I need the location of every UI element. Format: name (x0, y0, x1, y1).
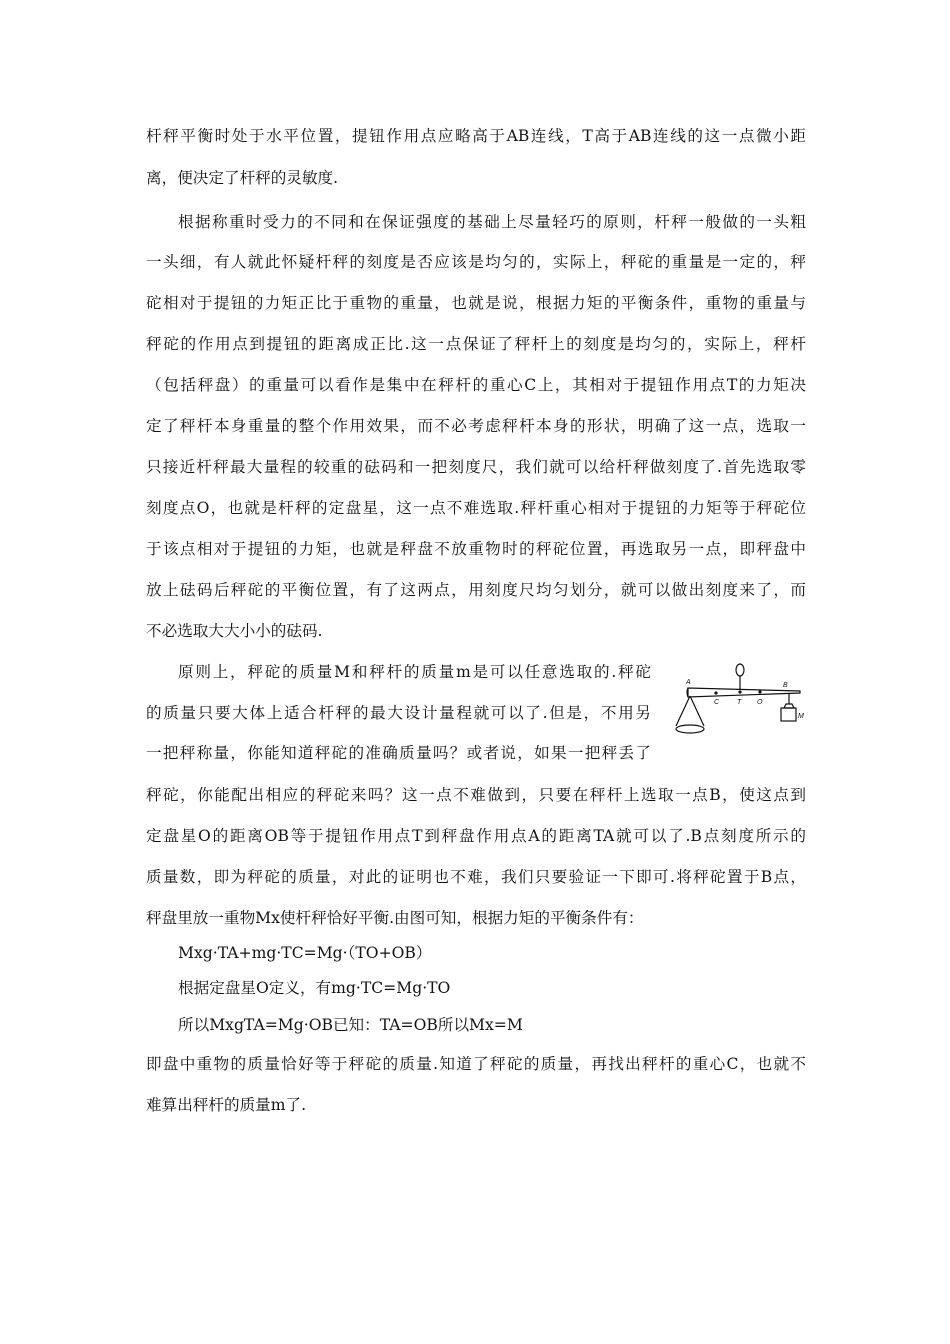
text-line: 的质量只要大体上适合杆秤的最大设计量程就可以了.但是，不用另 (146, 704, 651, 722)
steelyard-diagram (668, 658, 808, 748)
text-line: 放上砝码后秤砣的平衡位置，有了这两点，用刻度尺均匀划分，就可以做出刻度来了，而 (146, 581, 806, 599)
formula-line: Mxg·TA+mg·TC=Mg·（TO+OB） (178, 944, 432, 962)
text-line: 于该点相对于提钮的力矩，也就是秤盘不放重物时的秤砣位置，再选取另一点，即秤盘中 (146, 540, 806, 558)
label-m: M (798, 713, 804, 720)
text-line: 一头细，有人就此怀疑杆秤的刻度是否应该是均匀的，实际上，秤砣的重量是一定的，秤 (146, 253, 806, 271)
point-o (758, 690, 761, 693)
pan-string-right (690, 696, 704, 726)
text-line: 质量数，即为秤砣的质量，对此的证明也不难，我们只要验证一下即可.将秤砣置于B点， (146, 868, 806, 886)
text-line: 只接近杆秤最大量程的较重的砝码和一把刻度尺，我们就可以给杆秤做刻度了.首先选取零 (146, 458, 806, 476)
label-t: T (737, 699, 742, 706)
text-line: 不必选取大大小小的砝码. (146, 622, 323, 640)
text-line: 定盘星O的距离OB等于提钮作用点T到秤盘作用点A的距离TA就可以了.B点刻度所示的 (146, 827, 806, 845)
steelyard-beam (688, 688, 800, 697)
text-line: （包括秤盘）的重量可以看作是集中在秤杆的重心C上，其相对于提钮作用点T的力矩决 (146, 376, 806, 394)
label-b: B (783, 682, 788, 689)
text-line: 即盘中重物的质量恰好等于秤砣的质量.知道了秤砣的质量，再找出秤杆的重心C，也就不 (146, 1055, 806, 1073)
text-line: 定了秤杆本身重量的整个作用效果，而不必考虑秤杆本身的形状，明确了这一点，选取一 (146, 417, 806, 435)
point-c (714, 691, 717, 694)
text-line: 杆秤平衡时处于水平位置，提钮作用点应略高于AB连线，T高于AB连线的这一点微小距 (146, 127, 806, 145)
text-line: 秤砣，你能配出相应的秤砣来吗？这一点不难做到，只要在秤杆上选取一点B，使这点到 (146, 786, 806, 804)
formula-line: 根据定盘星O定义，有mg·TC=Mg·TO (178, 979, 451, 997)
text-line: 根据称重时受力的不同和在保证强度的基础上尽量轻巧的原则，杆秤一般做的一头粗 (178, 213, 806, 231)
label-a: A (686, 679, 691, 686)
lifting-knob (736, 664, 744, 676)
text-line: 原则上，秤砣的质量M和秤杆的质量m是可以任意选取的.秤砣 (178, 663, 651, 681)
label-c: C (714, 699, 720, 706)
text-line: 离，便决定了杆秤的灵敏度. (146, 169, 339, 187)
text-line: 砣相对于提钮的力矩正比于重物的重量，也就是说，根据力矩的平衡条件，重物的重量与 (146, 294, 806, 312)
text-line: 秤盘里放一重物Mx使杆秤恰好平衡.由图可知，根据力矩的平衡条件有： (146, 909, 644, 927)
pan-ellipse (676, 725, 704, 733)
text-line: 刻度点O，也就是杆秤的定盘星，这一点不难选取.秤杆重心相对于提钮的力矩等于秤砣位 (146, 499, 806, 517)
text-line: 难算出秤杆的质量m了. (146, 1096, 307, 1114)
weight-block (781, 708, 796, 721)
pan-string-left (676, 696, 690, 726)
point-t (738, 690, 741, 693)
text-line: 一把秤称量，你能知道秤砣的准确质量吗？或者说，如果一把秤丢了 (146, 744, 651, 762)
label-o: O (757, 699, 763, 706)
text-line: 秤砣的作用点到提钮的距离成正比.这一点保证了秤杆上的刻度是均匀的，实际上，秤杆 (146, 335, 806, 353)
formula-line: 所以MxgTA=Mg·OB已知：TA=OB所以Mx=M (178, 1016, 523, 1034)
